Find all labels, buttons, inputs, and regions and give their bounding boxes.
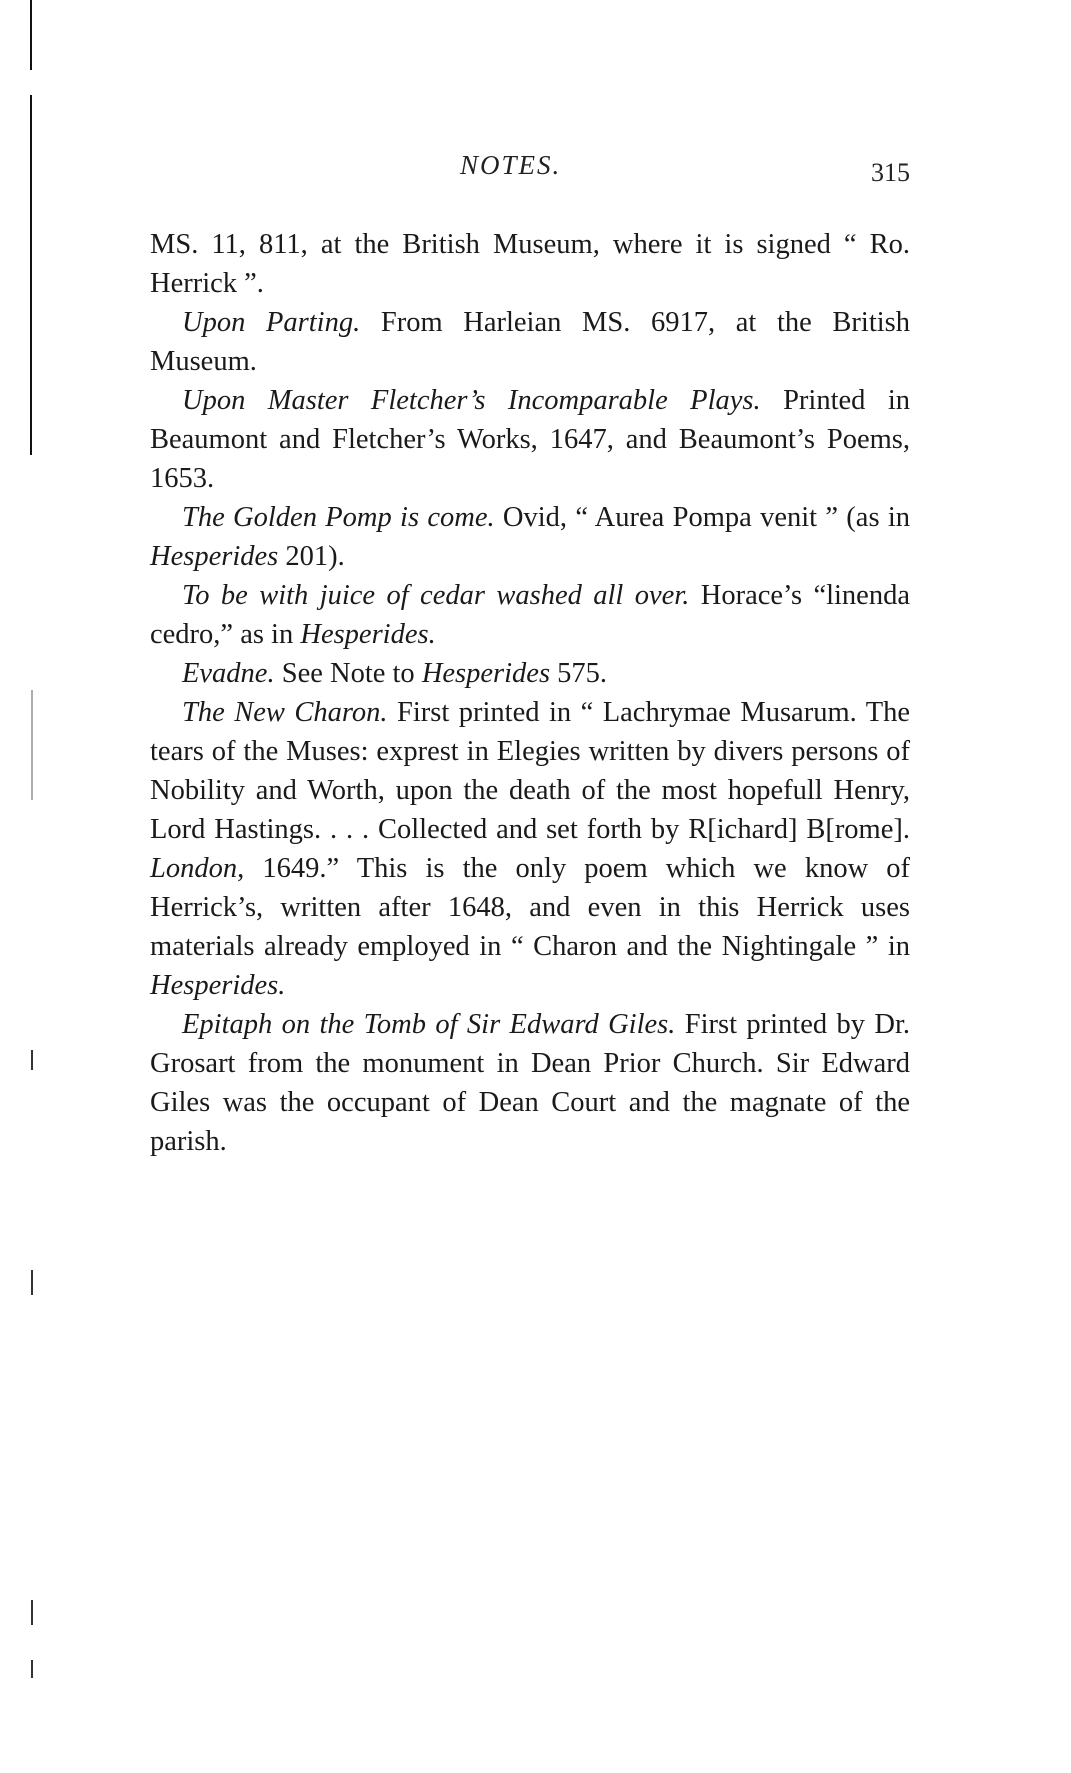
text-run: , 1649.” This is the only poem which we know of Herrick’s, written after 1648, and even in this Herrick uses materials already employed in “ Charon and the Nightingale ” in xyxy=(150,853,910,962)
book-page xyxy=(150,150,910,1161)
binding-edge-mark xyxy=(31,1600,33,1625)
note-title: Upon Parting. xyxy=(182,307,361,338)
text-run: Ovid, “ Aurea Pompa venit ” (as in xyxy=(494,502,910,533)
running-title: NOTES. xyxy=(460,150,562,180)
binding-edge-mark xyxy=(31,690,33,800)
note-paragraph xyxy=(150,654,910,693)
page-number: 315 xyxy=(871,158,910,187)
note-paragraph xyxy=(150,303,910,381)
page-header xyxy=(150,150,910,200)
note-title: Evadne. xyxy=(182,658,275,689)
text-run: 201). xyxy=(278,541,345,572)
note-title: The Golden Pomp is come. xyxy=(182,502,495,533)
note-paragraph xyxy=(150,1005,910,1161)
note-title: Upon Master Fletcher’s Incomparable Plays. xyxy=(182,385,761,416)
note-paragraph xyxy=(150,381,910,498)
text-run-italic: Hesperides xyxy=(150,541,279,572)
text-run-italic: Hesperides. xyxy=(300,619,436,650)
binding-edge-mark xyxy=(31,1660,33,1678)
text-run: Printed in Beaumont and Fletcher’s Works, 1647, and Beaumont’s Poems, 1653. xyxy=(150,385,911,494)
note-paragraph xyxy=(150,693,910,1005)
notes-body xyxy=(150,225,910,1161)
binding-edge-mark xyxy=(31,1270,33,1295)
note-paragraph xyxy=(150,576,910,654)
text-run: From Harleian MS. 6917, at the British Museum. xyxy=(150,307,911,377)
text-run-italic: London xyxy=(150,853,238,884)
text-run: First printed by Dr. Grosart from the monument in Dean Prior Church. Sir Edward Giles was the occupant of Dean Court and the magnate of the parish. xyxy=(150,1009,910,1157)
text-run: Horace’s “linenda cedro,” as in xyxy=(150,580,910,650)
note-paragraph xyxy=(150,225,910,303)
text-run: See Note to xyxy=(274,658,422,689)
note-title: To be with juice of cedar washed all over. xyxy=(182,580,690,611)
text-run: MS. 11, 811, at the British Museum, where it is signed “ Ro. Herrick ”. xyxy=(150,229,910,299)
text-run: 575. xyxy=(550,658,608,689)
text-run: First printed in “ Lachrymae Musarum. The tears of the Muses: exprest in Elegies written by divers persons of Nobility and Worth, upon the death of the most hopefull Henry, Lord Hastings. . . . Collected and set forth by R[ichard] B[rome]. xyxy=(150,697,911,845)
note-title: The New Charon. xyxy=(182,697,388,728)
note-paragraph xyxy=(150,498,910,576)
text-run-italic: Hesperides xyxy=(421,658,551,689)
text-run-italic: Hesperides. xyxy=(150,970,286,1001)
binding-edge-mark xyxy=(31,1050,33,1070)
binding-edge-mark xyxy=(30,0,32,70)
binding-edge-mark xyxy=(30,95,32,455)
note-title: Epitaph on the Tomb of Sir Edward Giles. xyxy=(182,1009,676,1040)
